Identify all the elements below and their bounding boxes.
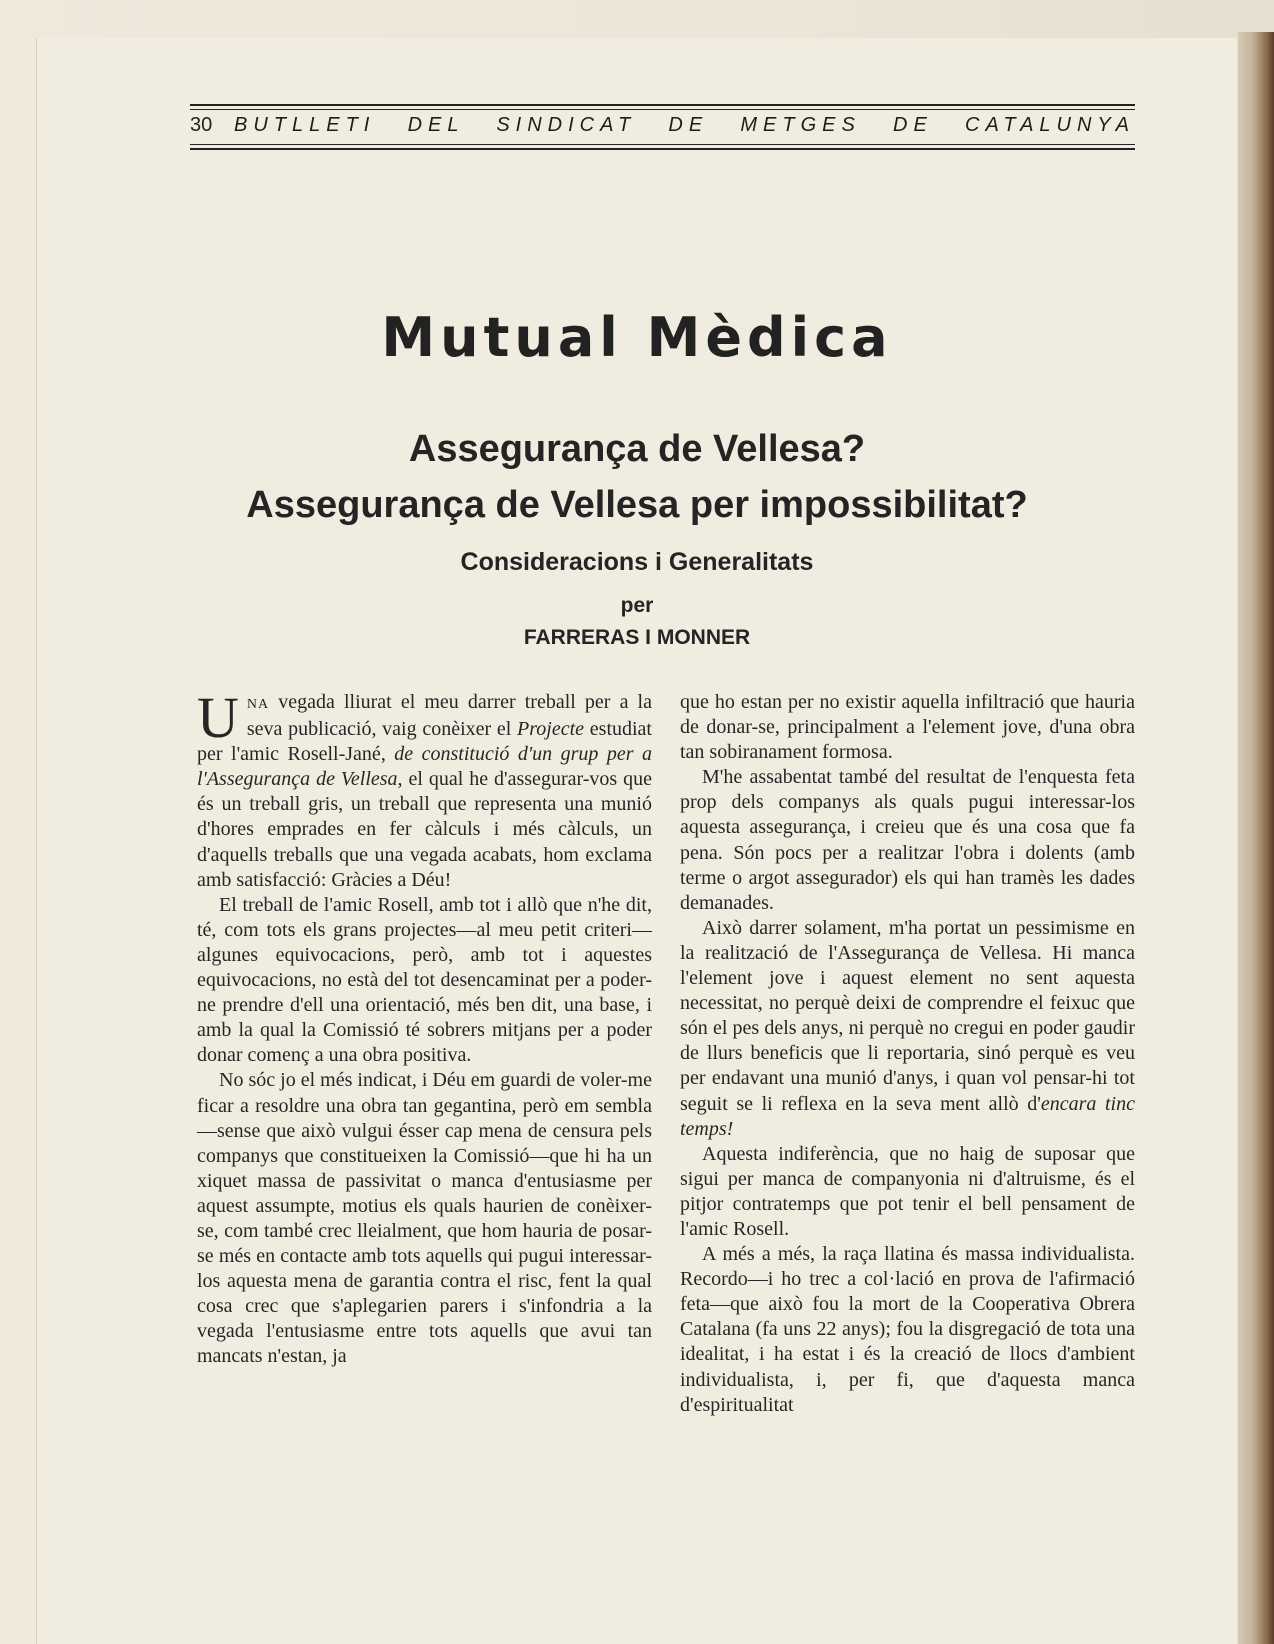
header-rule bbox=[190, 148, 1135, 150]
italic-text: de constitució d'un grup per a l'Assegurança de Vellesa, bbox=[197, 743, 652, 791]
text-run: el qual he d'assegurar-vos que és un treball gris, un treball que representa una munió d'hores emprades en fer càlculs i més càlculs, un d'aquells treballs que una vegada acabats, hom exclama amb satisfacció: Gràcies a Déu! bbox=[197, 768, 652, 891]
paragraph: que ho estan per no existir aquella infiltració que hauria de donar-se, principalment a l'element jove, d'una obra tan sobiranament formosa. bbox=[680, 691, 1135, 764]
paragraph bbox=[680, 916, 1135, 1142]
paragraph: M'he assabentat també del resultat de l'enquesta feta prop dels companys als quals pugui interessar-los aquesta assegurança, i creieu que és una cosa que fa pena. Són pocs per a realitzar l'obra i dolents (amb terme o argot assegurador) els qui han tramès les dades demanades. bbox=[680, 766, 1135, 914]
paragraph: El treball de l'amic Rosell, amb tot i allò que n'he dit, té, com tots els grans projectes—al meu petit criteri—algunes equivocacions, però, amb tot i aquestes equivocacions, no està del tot desencaminat per a poder-ne prendre d'ell una orientació, més ben dit, una base, i amb la qual la Comissió té sobrers mitjans per a poder donar començ a una obra positiva. bbox=[197, 893, 652, 1067]
header-rule bbox=[190, 104, 1135, 106]
italic-text: encara tinc temps! bbox=[680, 1092, 1135, 1140]
paragraph bbox=[197, 685, 652, 893]
text-run: estudiat per l'amic Rosell-Jané, bbox=[197, 718, 652, 766]
article-title: Mutual Mèdica bbox=[381, 306, 893, 369]
right-column bbox=[680, 690, 1135, 1418]
header-row bbox=[190, 110, 1135, 140]
paragraph: A més a més, la raça llatina és massa individualista. Recordo—i ho trec a col·lació en prova de l'afirmació feta—que això fou la mort de la Cooperativa Obrera Catalana (fa uns 22 anys); fou la disgregació de tota una idealitat, i ha estat i és la creació de llocs d'ambient individualista, i, per fi, que d'aquesta manca d'espiritualitat bbox=[680, 1243, 1135, 1416]
article-subtitle: Consideracions i Generalitats bbox=[460, 548, 814, 576]
author: FARRERAS I MONNER bbox=[523, 626, 751, 649]
journal-title: BUTLLETI DEL SINDICAT DE METGES DE CATALUNYA bbox=[234, 114, 1135, 136]
italic-text: Projecte bbox=[517, 718, 585, 741]
paragraph: Aquesta indiferència, que no haig de suposar que sigui per manca de companyonia ni d'altruisme, és el pitjor contratemps que pot tenir el bell pensament de l'amic Rosell. bbox=[680, 1142, 1135, 1240]
text-run: vegada lliurat el meu darrer treball per a la seva publicació, vaig conèixer el bbox=[246, 691, 652, 741]
article-subtitle: Assegurança de Vellesa per impossibilitat? bbox=[246, 484, 1028, 526]
drop-cap: U bbox=[197, 685, 239, 750]
page-number: 30 bbox=[190, 114, 213, 136]
paragraph: No sóc jo el més indicat, i Déu em guardi de voler-me ficar a resoldre una obra tan gegantina, però em sembla—sense que això vulgui ésser cap mena de censura pels companys que constitueixen la Comissió—que hi ha un xiquet massa de passivitat o manca d'entusiasme per aquest assumpte, motius els quals haurien de conèixer-se, com també crec lleialment, que hom hauria de posar-se més en contacte amb tots aquells qui pugui interessar-los aquesta mena de garantia contra el risc, fent la qual cosa crec que s'aplegarien parers i s'infondria a la vegada l'entusiasme entre tots aquells que avui tan mancats n'estan, ja bbox=[197, 1069, 652, 1368]
small-caps-text: NA bbox=[246, 697, 270, 712]
header-rule bbox=[190, 144, 1135, 145]
text-run: Això darrer solament, m'ha portat un pessimisme en la realització de l'Assegurança de Vellesa. Hi manca l'element jove i aquest element no sent aquesta necessitat, no perquè deixi de comprendre el feixuc que són el pes dels anys, ni perquè no cregui en poder gaudir de llurs beneficis que li reportaria, sinó perquè es veu per endavant una munió d'anys, i quan vol pensar-hi tot seguit se li reflexa en la seva ment allò d' bbox=[680, 916, 1135, 1115]
running-header bbox=[190, 104, 1135, 150]
left-column bbox=[197, 685, 652, 1370]
article-subtitle: Assegurança de Vellesa? bbox=[408, 428, 866, 470]
byline-per: per bbox=[620, 594, 654, 617]
page-edge bbox=[1238, 32, 1274, 1644]
